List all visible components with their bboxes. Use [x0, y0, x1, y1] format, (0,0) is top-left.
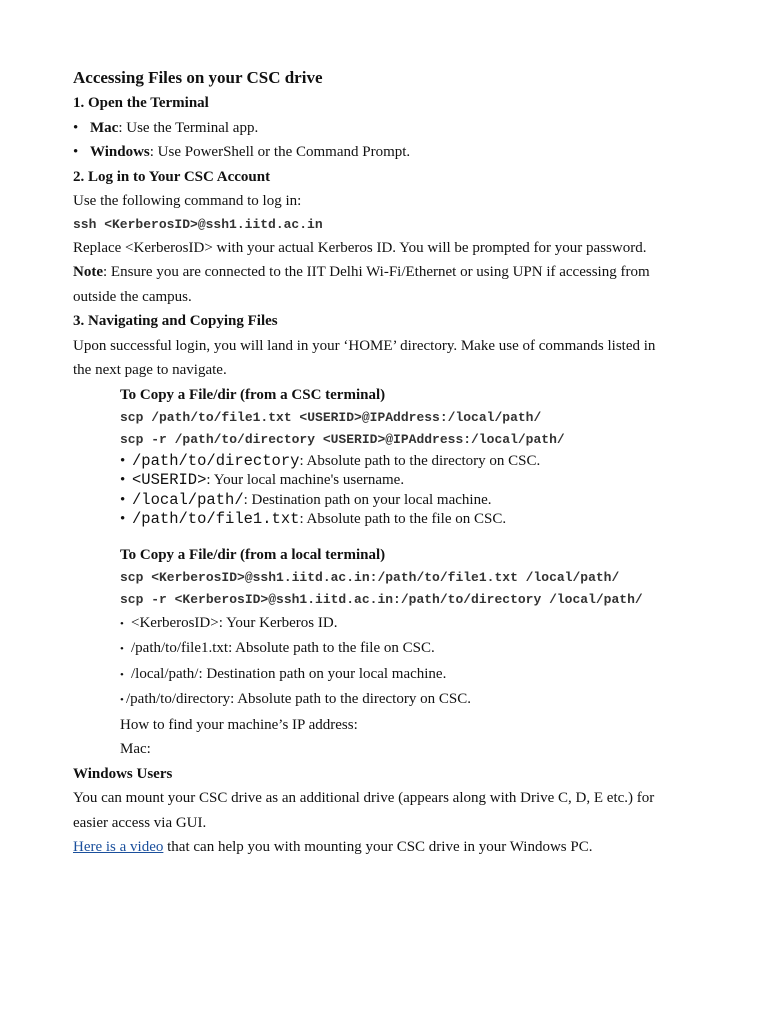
bullet-text: : Use PowerShell or the Command Prompt. — [149, 144, 411, 160]
bullet-text: /path/to/directory: Absolute path to the directory on CSC. — [126, 691, 471, 707]
note-line-2: outside the campus. — [73, 288, 192, 305]
section-2-heading: 2. Log in to Your CSC Account — [73, 168, 271, 185]
bullet-desc: : Absolute path to the file on CSC. — [299, 511, 507, 527]
bullet-dot: • — [73, 119, 79, 136]
list-item — [120, 636, 703, 662]
bullet-text: : Use the Terminal app. — [118, 119, 259, 136]
bullet-dot: • — [120, 617, 124, 630]
note-label: Note — [73, 264, 103, 280]
ssh-command: ssh <KerberosID>@ssh1.iitd.ac.in — [73, 216, 323, 232]
bullet-mac — [73, 116, 703, 141]
ip-address-text: How to find your machine’s IP address: — [120, 716, 358, 733]
list-item — [120, 452, 703, 472]
bullet-windows — [73, 140, 703, 165]
section-3-intro-1: Upon successful login, you will land in your ‘HOME’ directory. Make use of commands listed in — [73, 337, 656, 354]
csc-copy-command-2: scp -r /path/to/directory <USERID>@IPAddress:/local/path/ — [120, 431, 565, 447]
local-copy-command-2: scp -r <KerberosID>@ssh1.iitd.ac.in:/path/to/directory /local/path/ — [120, 591, 643, 607]
bullet-text: <KerberosID>: Your Kerberos ID. — [131, 614, 338, 631]
local-copy-heading: To Copy a File/dir (from a local terminal) — [120, 546, 386, 563]
bullet-dot: • — [120, 472, 126, 488]
bullet-desc: : Your local machine's username. — [206, 472, 405, 488]
video-link-suffix: that can help you with mounting your CSC drive in your Windows PC. — [163, 839, 593, 855]
bullet-term: /path/to/file1.txt — [132, 510, 300, 528]
list-item — [120, 611, 703, 637]
bullet-desc: : Absolute path to the directory on CSC. — [299, 452, 541, 469]
csc-copy-block — [120, 383, 703, 762]
page-title: Accessing Files on your CSC drive — [73, 68, 323, 87]
bullet-label: Mac — [90, 119, 119, 136]
bullet-desc: : Destination path on your local machine. — [243, 491, 492, 508]
login-intro: Use the following command to log in: — [73, 193, 302, 209]
section-3-intro-2: the next page to navigate. — [73, 362, 227, 378]
csc-copy-command-1: scp /path/to/file1.txt <USERID>@IPAddress:/local/path/ — [120, 409, 542, 425]
document-page — [73, 66, 703, 860]
mac-text: Mac: — [120, 741, 151, 757]
list-item — [120, 471, 703, 491]
bullet-label: Windows — [90, 144, 150, 160]
bullet-term: /path/to/directory — [132, 451, 300, 470]
windows-heading: Windows Users — [73, 765, 173, 782]
note-line — [73, 260, 703, 285]
csc-copy-heading: To Copy a File/dir (from a CSC terminal) — [120, 386, 386, 403]
windows-text-2: easier access via GUI. — [73, 814, 207, 831]
list-item — [120, 491, 703, 511]
csc-copy-bullets — [120, 452, 703, 530]
video-link[interactable]: Here is a video — [73, 839, 164, 855]
list-item — [120, 510, 703, 530]
section-3-heading: 3. Navigating and Copying Files — [73, 313, 278, 329]
windows-text-1: You can mount your CSC drive as an additional drive (appears along with Drive C, D, E etc.) for — [73, 790, 655, 806]
bullet-text: /local/path/: Destination path on your local machine. — [131, 665, 447, 682]
note-text: : Ensure you are connected to the IIT Delhi Wi-Fi/Ethernet or using UPN if accessing from — [103, 264, 650, 280]
bullet-dot: • — [120, 643, 124, 655]
bullet-dot: • — [120, 491, 126, 508]
bullet-dot: • — [120, 452, 126, 469]
bullet-dot: • — [120, 694, 124, 706]
video-line — [73, 835, 703, 860]
bullet-dot: • — [73, 144, 79, 160]
bullet-dot: • — [120, 511, 126, 527]
list-item — [120, 687, 703, 713]
section-1-heading: 1. Open the Terminal — [73, 95, 209, 111]
bullet-text: /path/to/file1.txt: Absolute path to the file on CSC. — [131, 640, 435, 656]
replace-text: Replace <KerberosID> with your actual Kerberos ID. You will be prompted for your password. — [73, 239, 647, 256]
list-item — [120, 662, 703, 688]
bullet-term: /local/path/ — [132, 490, 244, 509]
bullet-term: <USERID> — [132, 471, 207, 489]
bullet-dot: • — [120, 668, 124, 681]
local-copy-command-1: scp <KerberosID>@ssh1.iitd.ac.in:/path/to/file1.txt /local/path/ — [120, 569, 620, 585]
local-copy-bullets — [120, 611, 703, 713]
